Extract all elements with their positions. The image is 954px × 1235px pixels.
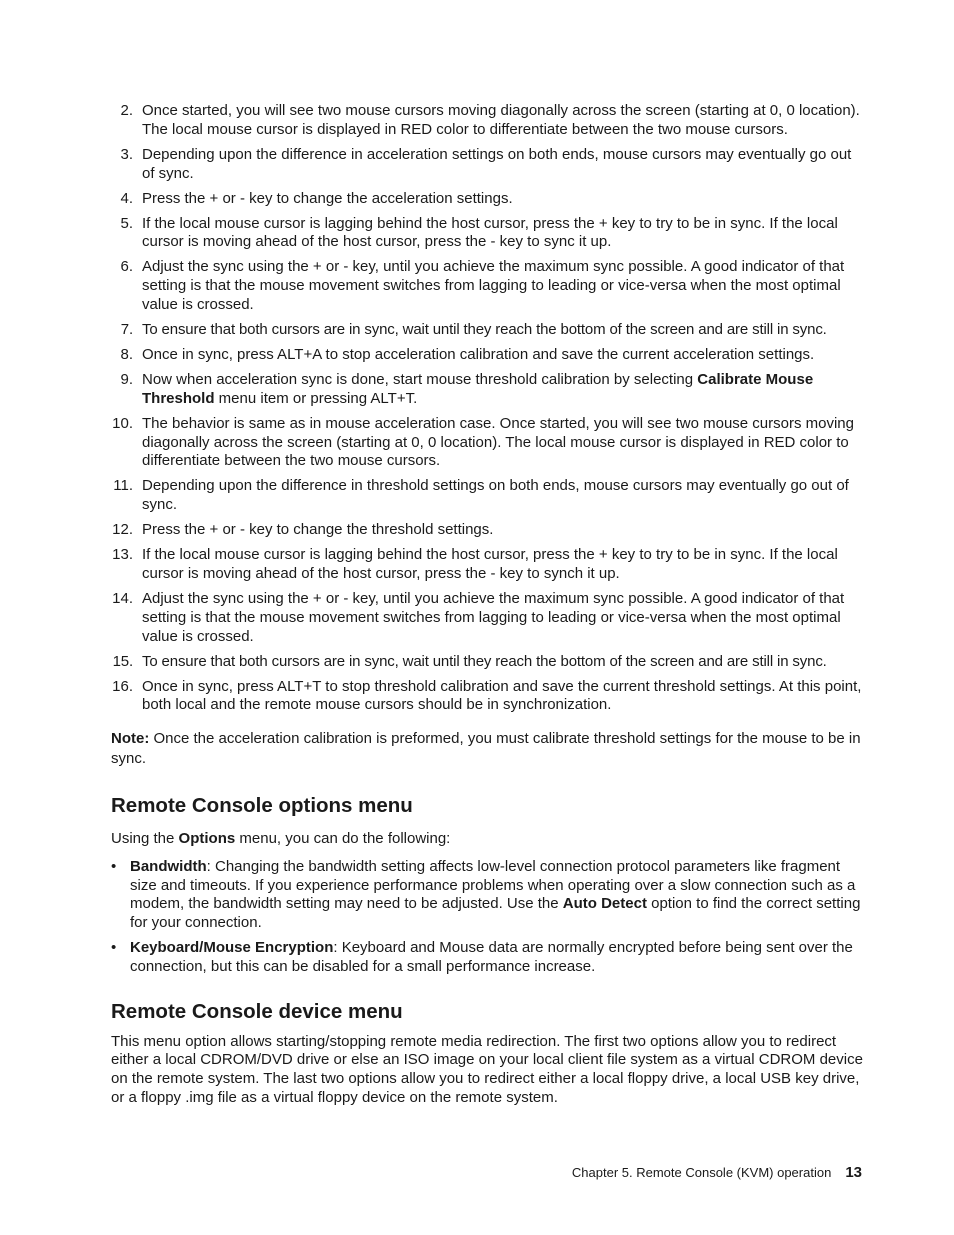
page-footer	[572, 1163, 862, 1183]
step-text-segment: To ensure that both cursors are in sync, wait until they reach the bottom of the screen and are still in sync.	[142, 652, 827, 670]
step-text-segment: To ensure that both cursors are in sync, wait until they reach the bottom of the screen and are still in sync.	[142, 320, 827, 338]
step-number: 11.	[113, 477, 133, 495]
step-number: 3.	[120, 145, 133, 163]
intro-text-segment: menu, you can do the following:	[235, 830, 451, 848]
option-term: Bandwidth	[130, 857, 207, 875]
step-text-segment: Press the + or - key to change the threshold settings.	[142, 521, 494, 539]
step-text-segment: Depending upon the difference in threshold settings on both ends, mouse cursors may eventually go out of sync.	[142, 477, 849, 514]
bullet-icon: •	[111, 857, 117, 875]
step-item	[111, 190, 863, 209]
step-number: 16.	[112, 677, 133, 695]
step-item	[111, 590, 863, 646]
footer-chapter: Chapter 5. Remote Console (KVM) operation	[571, 1165, 832, 1180]
step-item	[111, 346, 863, 365]
step-text	[142, 415, 854, 469]
step-text-segment: If the local mouse cursor is lagging behind the host cursor, press the + key to try to be in sync. If the local cursor is moving ahead of the host cursor, press the - key to synch it up.	[142, 546, 838, 583]
step-item	[111, 258, 863, 314]
step-text	[142, 190, 513, 207]
step-bold-text: Calibrate Mouse Threshold	[142, 371, 814, 407]
step-text-segment: Adjust the sync using the + or - key, until you achieve the maximum sync possible. A good indicator of that setting is that the mouse movement switches from lagging to leading or vice-versa when the most optimal value is crossed.	[142, 590, 845, 645]
step-text	[142, 371, 813, 407]
option-bullet-item	[111, 858, 863, 932]
options-bullet-list	[111, 858, 863, 977]
step-text	[142, 653, 827, 670]
step-text-segment: Now when acceleration sync is done, start mouse threshold calibration by selecting	[142, 371, 698, 389]
step-text	[142, 477, 849, 513]
options-section-title: Remote Console options menu	[111, 794, 413, 818]
step-number: 9.	[120, 371, 133, 389]
note-label: Note:	[111, 730, 150, 748]
calibration-steps-list	[111, 102, 863, 715]
step-text	[142, 102, 860, 138]
step-number: 5.	[120, 214, 133, 232]
step-text	[142, 546, 838, 582]
step-text	[142, 215, 838, 251]
option-term: Auto Detect	[562, 895, 647, 913]
device-section-text: This menu option allows starting/stopping remote media redirection. The first two options allow you to redirect either a local CDROM/DVD drive or else an ISO image on your local client file system as a virtual CDROM device on the remote system. The last two options allow you to redirect either a local floppy drive, a local USB key drive, or a floppy .img file as a virtual floppy device on the remote system.	[111, 1032, 863, 1106]
step-text	[142, 146, 851, 182]
step-number: 7.	[120, 320, 133, 338]
step-item	[111, 415, 863, 471]
step-item	[111, 546, 863, 583]
option-description: : Changing the bandwidth setting affects low-level connection protocol parameters like fragment size and timeouts. If you experience performance problems when operating over a slow connection such as a modem, the bandwidth setting may need to be adjusted. Use the	[130, 857, 856, 913]
step-text-segment: Press the + or - key to change the acceleration settings.	[142, 189, 513, 207]
step-number: 4.	[120, 189, 133, 207]
step-number: 13.	[112, 546, 133, 564]
step-number: 2.	[120, 102, 133, 119]
step-number: 12.	[112, 521, 133, 539]
step-item	[111, 102, 863, 139]
step-number: 6.	[120, 258, 133, 276]
page-content	[111, 102, 863, 1108]
step-number: 15.	[112, 652, 133, 670]
intro-text-segment: Using the	[111, 830, 179, 848]
option-bullet-item	[111, 939, 863, 976]
step-item	[111, 371, 863, 408]
step-text	[142, 321, 827, 338]
step-number: 8.	[120, 346, 133, 364]
step-text-segment: Once in sync, press ALT+A to stop acceleration calibration and save the current acceleration settings.	[142, 346, 815, 364]
options-menu-name: Options	[178, 830, 236, 848]
step-number: 14.	[112, 590, 133, 608]
step-text	[142, 521, 493, 538]
step-text-segment: Adjust the sync using the + or - key, until you achieve the maximum sync possible. A good indicator of that setting is that the mouse movement switches from lagging to leading or vice-versa when the most optimal value is crossed.	[142, 258, 845, 313]
step-text	[142, 346, 814, 363]
note-paragraph	[111, 729, 863, 768]
step-item	[111, 215, 863, 252]
step-text-segment: menu item or pressing ALT+T.	[214, 389, 418, 407]
step-item	[111, 321, 863, 340]
option-term: Keyboard/Mouse Encryption	[130, 939, 334, 957]
step-text-segment: The behavior is same as in mouse acceleration case. Once started, you will see two mouse cursors moving diagonally across the screen (starting at 0, 0 location). The local mouse cursor is displayed in RED color to differentiate between the two mouse cursors.	[142, 414, 854, 470]
step-item	[111, 678, 863, 715]
bullet-icon: •	[111, 939, 117, 957]
step-item	[111, 146, 863, 183]
step-text-segment: Once in sync, press ALT+T to stop threshold calibration and save the current threshold settings. At this point, both local and the remote mouse cursors should be in synchronization.	[142, 677, 862, 714]
page-number: 13	[845, 1164, 862, 1181]
step-text-segment: Once started, you will see two mouse cursors moving diagonally across the screen (starting at 0, 0 location). The local mouse cursor is displayed in RED color to differentiate between the two mouse cursors.	[142, 102, 860, 138]
step-item	[111, 477, 863, 514]
option-description: : Keyboard and Mouse data are normally encrypted before being sent over the connection, but this can be disabled for a small performance increase.	[130, 939, 853, 975]
options-intro	[111, 830, 863, 849]
step-text	[142, 258, 844, 312]
note-text: Once the acceleration calibration is preformed, you must calibrate threshold settings for the mouse to be in sync.	[111, 730, 861, 767]
option-description: option to find the correct setting for your connection.	[130, 895, 861, 931]
step-text-segment: Depending upon the difference in acceleration settings on both ends, mouse cursors may eventually go out of sync.	[142, 145, 852, 182]
step-text	[142, 590, 844, 644]
step-item	[111, 521, 863, 540]
device-section-title: Remote Console device menu	[111, 999, 403, 1023]
step-item	[111, 653, 863, 672]
step-text-segment: If the local mouse cursor is lagging behind the host cursor, press the + key to try to be in sync. If the local cursor is moving ahead of the host cursor, press the - key to sync it up.	[142, 214, 838, 251]
step-text	[142, 678, 861, 714]
step-number: 10.	[112, 414, 133, 432]
